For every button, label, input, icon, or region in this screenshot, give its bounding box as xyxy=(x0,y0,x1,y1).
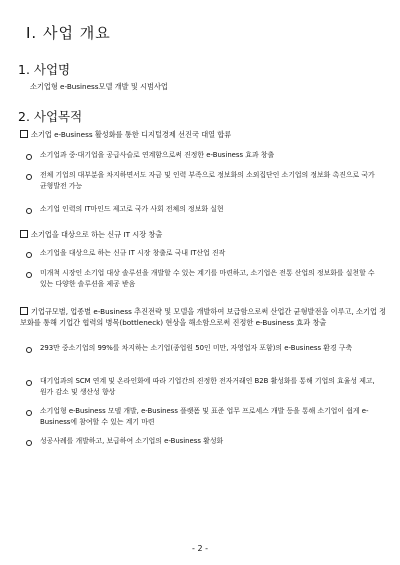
circle-bullet-icon xyxy=(26,410,32,416)
group3-item1 xyxy=(26,343,381,354)
group3-item1-text: 293만 중소기업의 99%를 차지하는 소기업(종업원 50인 미만, 자영업자 포함)의 e-Business 환경 구축 xyxy=(40,344,353,352)
circle-bullet-icon xyxy=(26,272,32,278)
group3-item4 xyxy=(26,436,381,447)
group2-item2-text: 미개척 시장인 소기업 대상 솔루션을 개발할 수 있는 계기를 마련하고, 소기업은 전통 산업의 정보화를 실천할 수 있는 다양한 솔루션을 제공 받음 xyxy=(40,269,375,289)
group1-item3-text: 소기업 인력의 IT마인드 제고로 국가 사회 전체의 정보화 실현 xyxy=(40,205,224,213)
group2-heading-text: 소기업을 대상으로 하는 신규 IT 시장 창출 xyxy=(31,230,163,239)
circle-bullet-icon xyxy=(26,252,32,258)
checkbox-square-icon xyxy=(20,230,28,238)
circle-bullet-icon xyxy=(26,174,32,180)
checkbox-square-icon xyxy=(20,307,28,315)
group1-item2-text: 전체 기업의 대부분을 차지하면서도 자금 및 인력 부족으로 정보화의 소외집단인 소기업의 정보화 촉진으로 국가 균형발전 가능 xyxy=(40,171,375,191)
group1-item1-text: 소기업과 중·대기업을 공급사슬로 연계함으로써 진정한 e-Business 효과 창출 xyxy=(40,151,275,159)
group3-item2 xyxy=(26,376,381,398)
group3-item2-text: 대기업과의 SCM 연계 및 온라인화에 따라 기업간의 진정한 전자거래인 B2B 활성화를 통해 기업의 효율성 제고, 원가 감소 및 생산성 향상 xyxy=(40,377,375,397)
circle-bullet-icon xyxy=(26,347,32,353)
group1-heading-text: 소기업 e-Business 활성화를 통한 디지털경제 선진국 대열 합류 xyxy=(31,130,232,139)
circle-bullet-icon xyxy=(26,440,32,446)
page-number: - 2 - xyxy=(192,544,208,553)
circle-bullet-icon xyxy=(26,208,32,214)
group1-item1 xyxy=(26,150,381,161)
group1-heading xyxy=(20,129,390,140)
section1-heading: 1. 사업명 xyxy=(18,62,71,77)
circle-bullet-icon xyxy=(26,380,32,386)
circle-bullet-icon xyxy=(26,154,32,160)
group3-item3 xyxy=(26,406,381,428)
group3-heading xyxy=(20,306,390,328)
group3-item4-text: 성공사례를 개발하고, 보급하여 소기업의 e-Business 활성화 xyxy=(40,437,224,445)
group2-item1 xyxy=(26,248,381,259)
group1-item2 xyxy=(26,170,381,192)
section1-text: 소기업형 e-Business모델 개발 및 시범사업 xyxy=(30,82,168,91)
group2-item1-text: 소기업을 대상으로 하는 신규 IT 시장 창출로 국내 IT산업 진작 xyxy=(40,249,226,257)
group2-heading xyxy=(20,229,390,240)
group3-item3-text: 소기업형 e-Business 모델 개발, e-Business 플랫폼 및 표준 업무 프로세스 개발 등을 통해 소기업이 쉽게 e-Business에 참여할 수 있는 계기 마련 xyxy=(40,407,369,427)
group1-item3 xyxy=(26,204,381,215)
checkbox-square-icon xyxy=(20,130,28,138)
page-title: I. 사업 개요 xyxy=(26,24,111,42)
group3-heading-text: 기업규모별, 업종별 e-Business 추진전략 및 모델을 개발하여 보급함으로써 산업간 균형발전을 이루고, 소기업 정보화를 통해 기업간 협력의 병목(bottleneck) 현상을 해소함으로써 진정한 e-Business 효과 창출 xyxy=(20,307,387,327)
section2-heading: 2. 사업목적 xyxy=(18,109,83,124)
group2-item2 xyxy=(26,268,381,290)
